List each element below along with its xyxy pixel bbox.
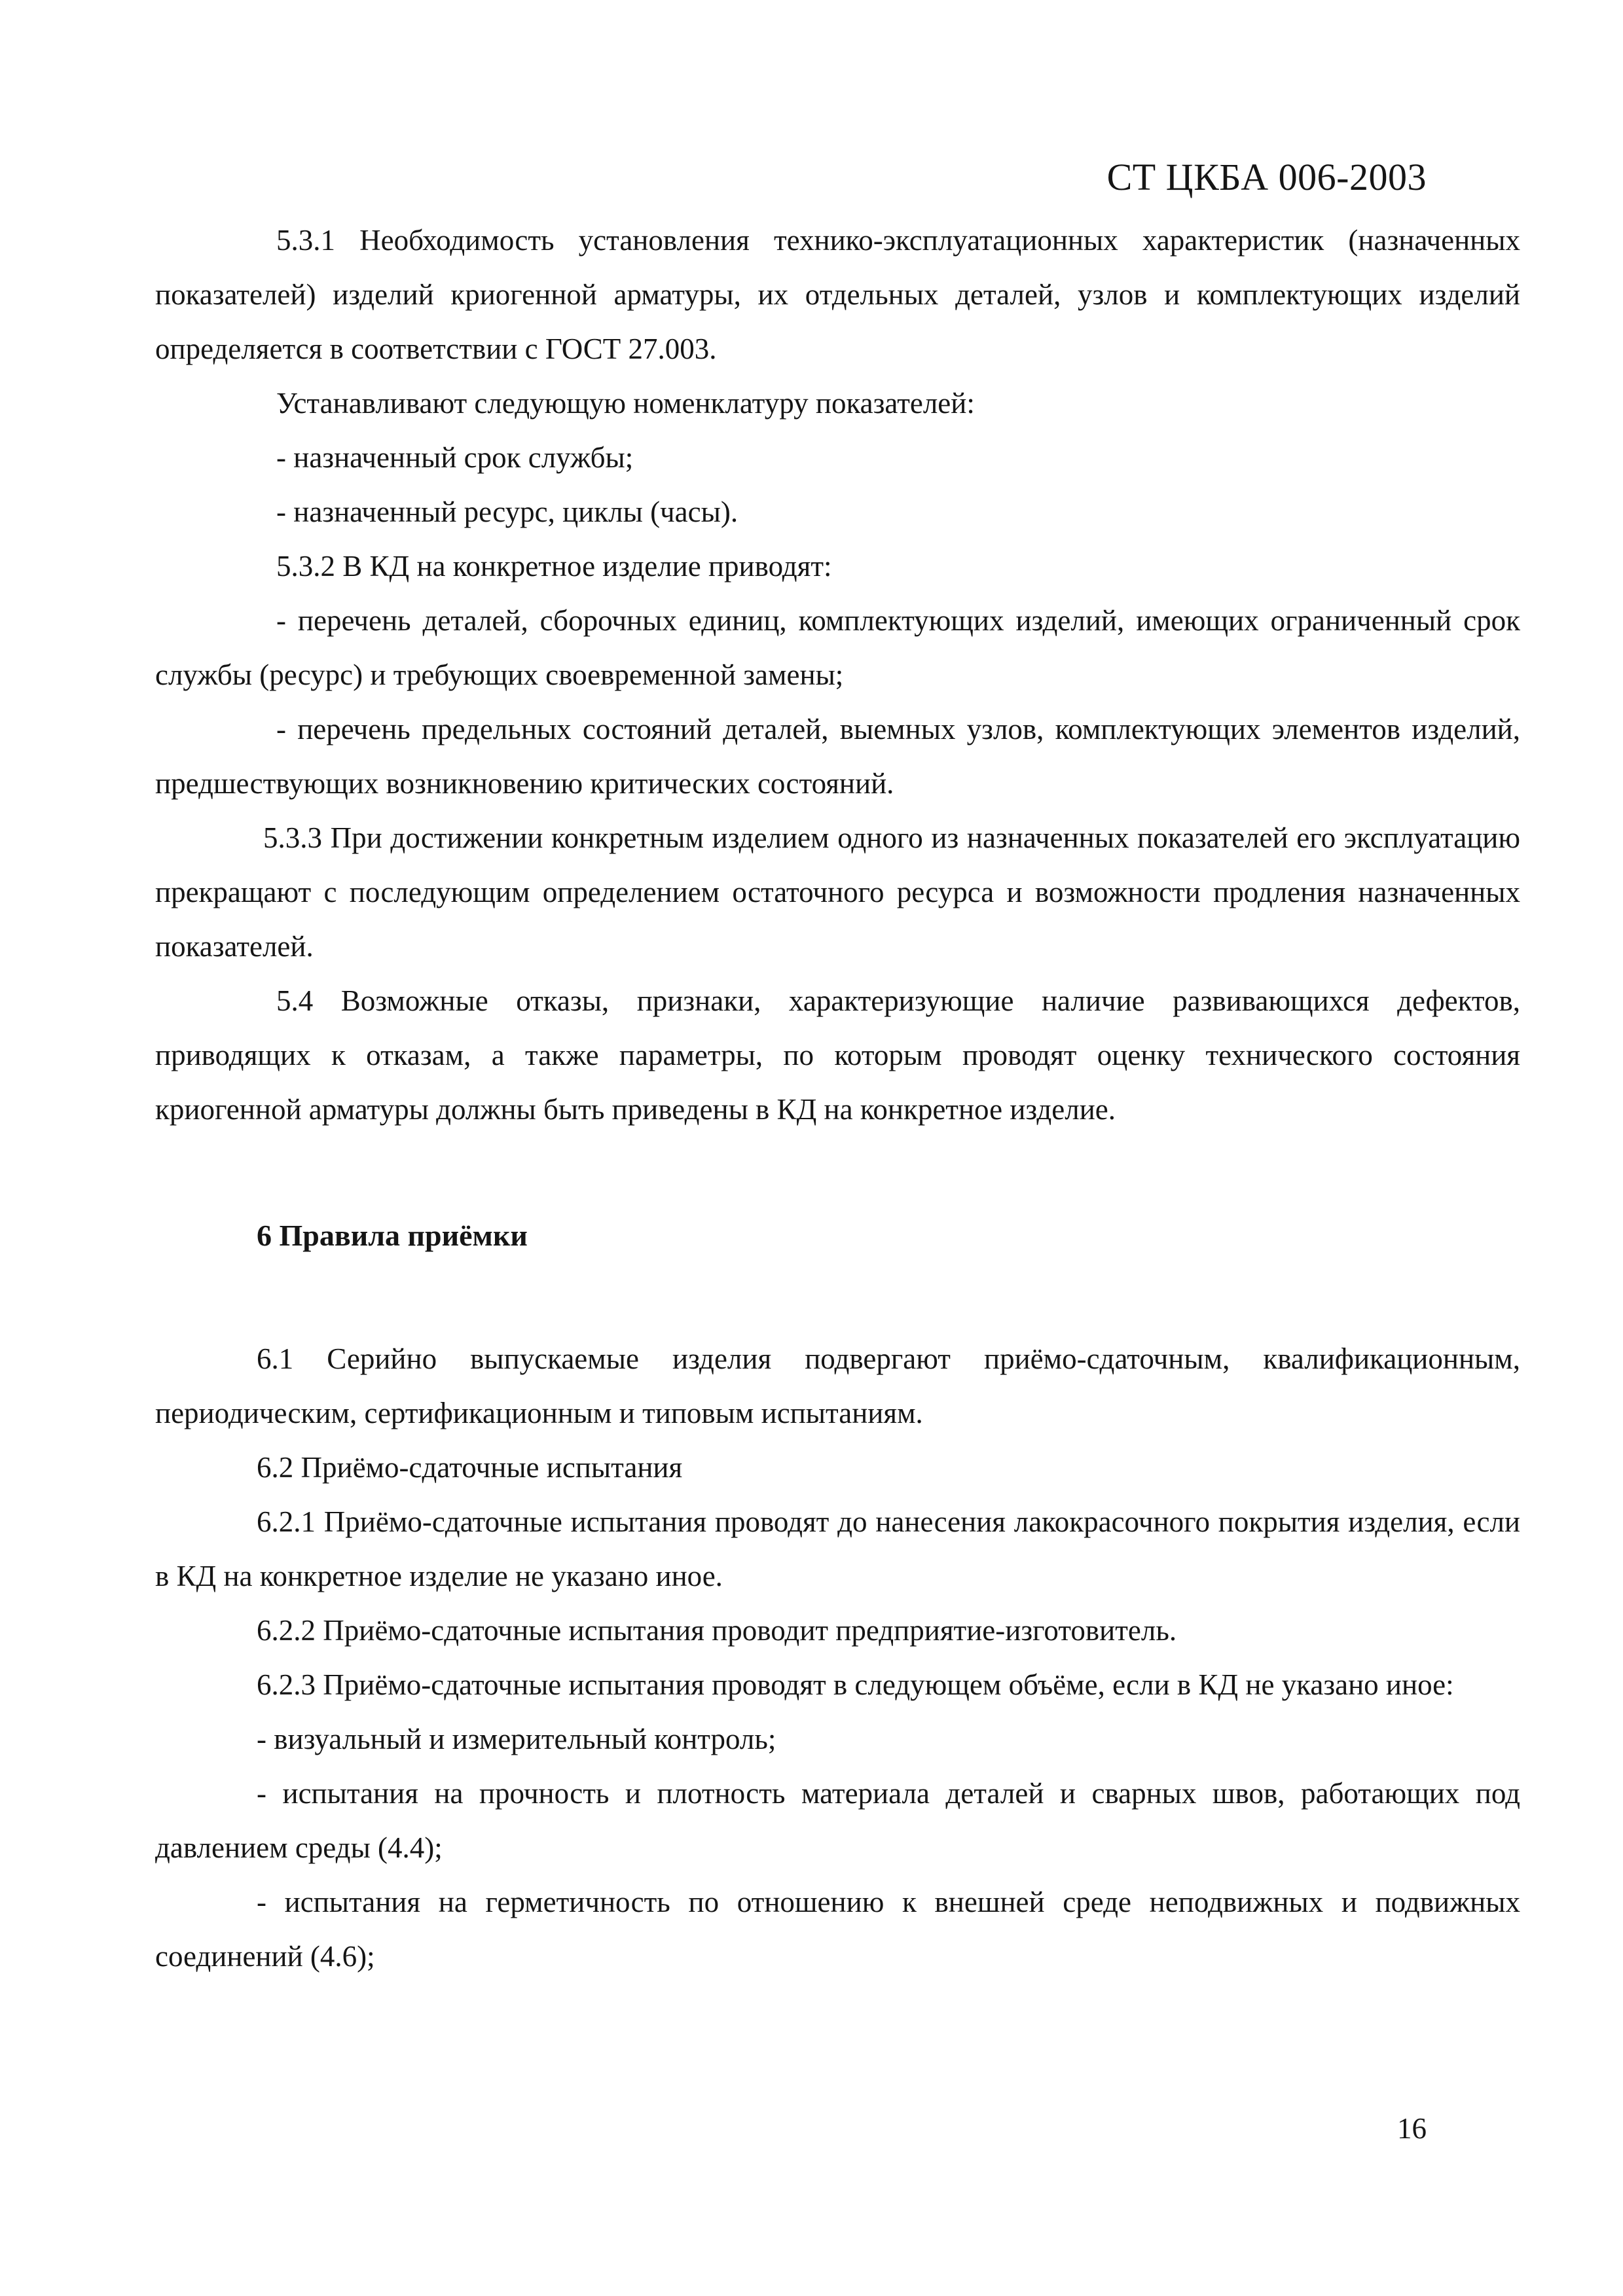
document-code: СТ ЦКБА 006-2003	[1106, 156, 1427, 198]
paragraph-6-1: 6.1 Серийно выпускаемые изделия подвергают приёмо-сдаточным, квалификационным, периодическим, сертификационным и типовым испытаниям.	[155, 1342, 1520, 1429]
paragraph-5-3-3: 5.3.3 При достижении конкретным изделием одного из назначенных показателей его эксплуатацию прекращают с последующим определением остаточного ресурса и возможности продления назначенных показателей.	[155, 821, 1520, 963]
list-item-visual-control: - визуальный и измерительный контроль;	[257, 1723, 776, 1755]
list-item-tightness-test: - испытания на герметичность по отношению к внешней среде неподвижных и подвижных соединений (4.6);	[155, 1886, 1520, 1973]
list-item-resource: - назначенный ресурс, циклы (часы).	[276, 495, 739, 528]
paragraph-6-2-3: 6.2.3 Приёмо-сдаточные испытания проводят в следующем объёме, если в КД не указано иное:	[257, 1668, 1454, 1701]
page-number: 16	[1397, 2112, 1427, 2145]
list-item-limit-states: - перечень предельных состояний деталей, выемных узлов, комплектующих элементов изделий, предшествующих возникновению критических состояний.	[155, 713, 1520, 800]
list-item-service-life: - назначенный срок службы;	[276, 441, 634, 474]
list-item-strength-test: - испытания на прочность и плотность материала деталей и сварных швов, работающих под давлением среды (4.4);	[155, 1777, 1520, 1864]
paragraph-5-3-1: 5.3.1 Необходимость установления технико-эксплуатационных характеристик (назначенных показателей) изделий криогенной арматуры, их отдельных деталей, узлов и комплектующих изделий определяется в соответствии с ГОСТ 27.003.	[155, 224, 1520, 365]
paragraph-6-2: 6.2 Приёмо-сдаточные испытания	[257, 1451, 683, 1484]
list-item-parts-list: - перечень деталей, сборочных единиц, комплектующих изделий, имеющих ограниченный срок службы (ресурс) и требующих своевременной замены;	[155, 604, 1520, 691]
paragraph-5-3-2: 5.3.2 В КД на конкретное изделие приводят:	[276, 550, 832, 583]
paragraph-6-2-2: 6.2.2 Приёмо-сдаточные испытания проводит предприятие-изготовитель.	[257, 1614, 1177, 1647]
paragraph-nomenclature-intro: Устанавливают следующую номенклатуру показателей:	[276, 387, 975, 420]
page-content	[155, 213, 1520, 1984]
paragraph-6-2-1: 6.2.1 Приёмо-сдаточные испытания проводят до нанесения лакокрасочного покрытия изделия, если в КД на конкретное изделие не указано иное.	[155, 1505, 1520, 1592]
section-heading: 6 Правила приёмки	[257, 1219, 528, 1252]
paragraph-5-4: 5.4 Возможные отказы, признаки, характеризующие наличие развивающихся дефектов, приводящих к отказам, а также параметры, по которым проводят оценку технического состояния криогенной арматуры должны быть приведены в КД на конкретное изделие.	[155, 984, 1520, 1126]
